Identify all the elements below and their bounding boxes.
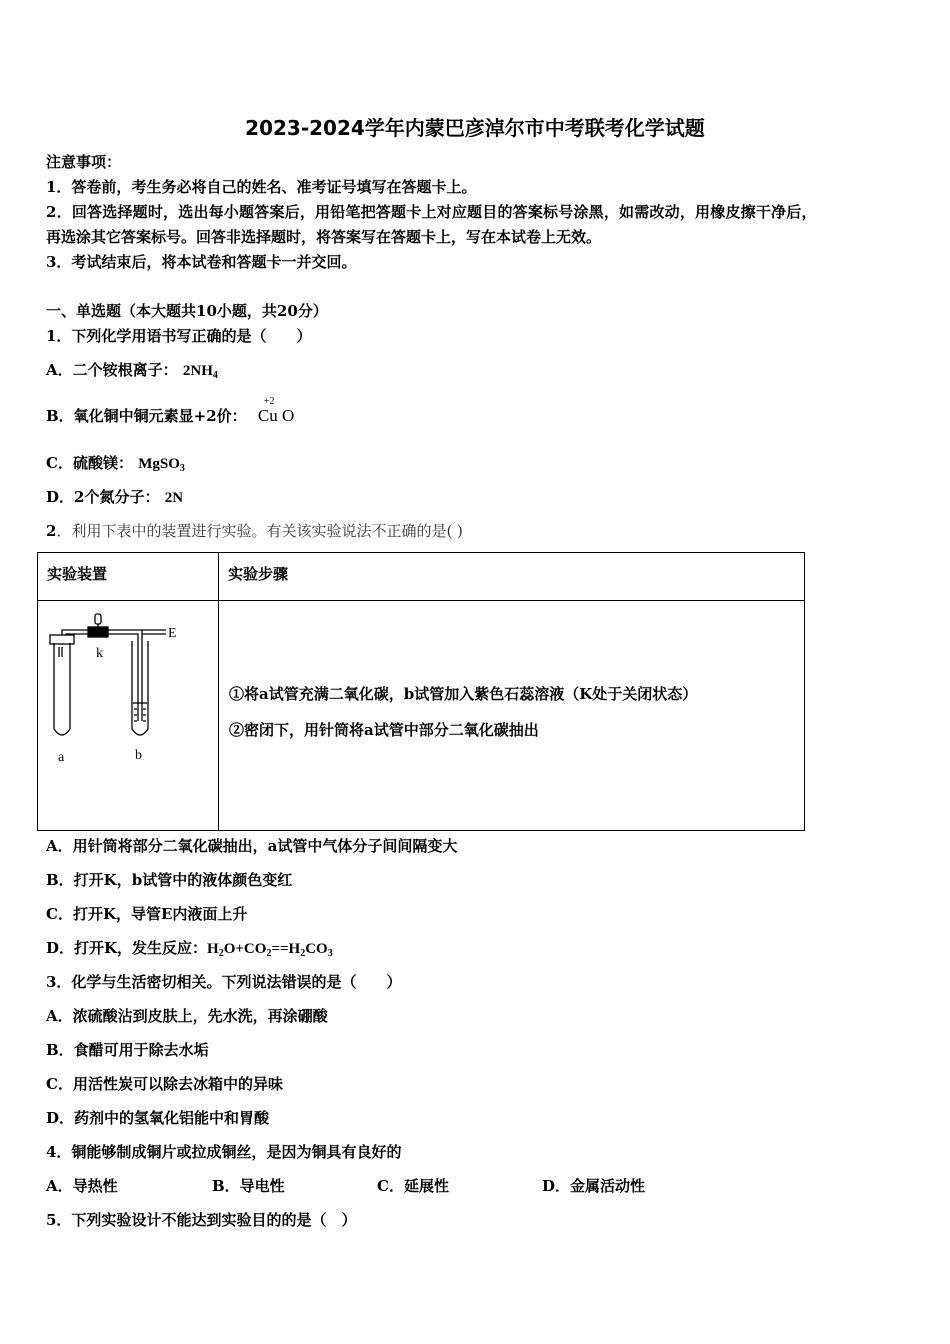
q2-stem-text: ．利用下表中的装置进行实验。有关该实验说法不正确的是( ) bbox=[56, 522, 463, 540]
formula-main: Cu O bbox=[257, 406, 295, 425]
notice-item-2: 2．回答选择题时，选出每小题答案后，用铅笔把答题卡上对应题目的答案标号涂黑，如需改动，用橡皮擦干净后， bbox=[46, 203, 817, 221]
valve-k bbox=[88, 627, 108, 637]
table-header-apparatus bbox=[38, 553, 219, 601]
step-2: ②密闭下，用针筒将a试管中部分二氧化碳抽出 bbox=[229, 721, 539, 739]
q4-option-a: A．导热性 bbox=[46, 1177, 118, 1195]
q3-option-d: D．药剂中的氢氧化铝能中和胃酸 bbox=[46, 1109, 270, 1127]
header-label: 实验装置 bbox=[47, 565, 108, 583]
step-1: ①将a试管充满二氧化碳，b试管加入紫色石蕊溶液（K处于关闭状态） bbox=[229, 685, 698, 703]
q3-stem: 3．化学与生活密切相关。下列说法错误的是（ ） bbox=[46, 973, 402, 991]
q3-option-c: C．用活性炭可以除去冰箱中的异味 bbox=[46, 1075, 283, 1093]
q4-option-b: B．导电性 bbox=[212, 1177, 285, 1195]
q1-option-c-formula bbox=[138, 456, 185, 472]
q4-option-c: C．延展性 bbox=[377, 1177, 449, 1195]
q1-option-a bbox=[46, 360, 218, 386]
apparatus-diagram bbox=[38, 601, 218, 830]
label-a: a bbox=[58, 750, 65, 765]
eq-sub: 3 bbox=[327, 948, 333, 959]
q3-option-b: B．食醋可用于除去水垢 bbox=[46, 1041, 209, 1059]
eq-sub: 2 bbox=[300, 948, 306, 959]
q1-option-a-text: A．二个铵根离子： bbox=[46, 361, 178, 379]
q1-option-a-formula bbox=[183, 363, 218, 379]
eq-sub: 2 bbox=[266, 948, 272, 959]
page-title: 2023-2024学年内蒙巴彦淖尔市中考联考化学试题 bbox=[245, 116, 705, 140]
q2-option-a: A．用针筒将部分二氧化碳抽出，a试管中气体分子间间隔变大 bbox=[46, 837, 458, 855]
q2-number: 2 bbox=[46, 522, 57, 540]
q5-stem: 5．下列实验设计不能达到实验目的的是（ ） bbox=[46, 1211, 357, 1229]
q1-option-c bbox=[46, 453, 185, 479]
section-heading: 一、单选题（本大题共10小题，共20分） bbox=[46, 302, 328, 320]
q3-option-a: A．浓硫酸沾到皮肤上，先水洗，再涂硼酸 bbox=[46, 1007, 328, 1025]
eq-part: H bbox=[207, 941, 219, 957]
stopper-a bbox=[50, 635, 74, 644]
q2-option-d-text: D．打开K，发生反应： bbox=[46, 939, 208, 957]
eq-part: O+CO bbox=[223, 941, 267, 957]
q2-option-d bbox=[46, 938, 333, 964]
q1-option-d-text: D．2个氮分子： bbox=[46, 488, 160, 506]
label-k: k bbox=[96, 646, 103, 661]
q1-stem: 1．下列化学用语书写正确的是（ ） bbox=[46, 327, 312, 345]
notice-item-3: 3．考试结束后，将本试卷和答题卡一并交回。 bbox=[46, 253, 357, 271]
notice-heading: 注意事项： bbox=[46, 153, 122, 171]
header-label: 实验步骤 bbox=[228, 565, 289, 583]
label-b: b bbox=[135, 748, 142, 763]
q4-option-d: D．金属活动性 bbox=[542, 1177, 646, 1195]
q2-option-b: B．打开K，b试管中的液体颜色变红 bbox=[46, 871, 293, 889]
label-e: E bbox=[168, 626, 177, 641]
notice-item-2-cont: 再选涂其它答案标号。回答非选择题时，将答案写在答题卡上，写在本试卷上无效。 bbox=[46, 228, 602, 246]
formula-main: MgSO bbox=[138, 456, 180, 472]
eq-sub: 2 bbox=[218, 948, 224, 959]
experiment-table bbox=[37, 552, 805, 831]
table-header-steps bbox=[219, 553, 805, 601]
notice-item-1: 1．答卷前，考生务必将自己的姓名、准考证号填写在答题卡上。 bbox=[46, 178, 477, 196]
q1-option-d-formula: 2N bbox=[164, 490, 184, 506]
apparatus-cell bbox=[38, 601, 219, 831]
q1-option-c-text: C．硫酸镁： bbox=[46, 454, 133, 472]
q1-option-b bbox=[46, 396, 295, 426]
formula-subscript: 3 bbox=[179, 463, 185, 474]
valence-mark: +2 bbox=[263, 396, 275, 407]
steps-cell bbox=[219, 601, 805, 831]
formula-main: 2NH bbox=[182, 363, 213, 379]
q1-option-b-text: B．氧化铜中铜元素显+2价： bbox=[46, 407, 247, 425]
eq-part: ==H bbox=[271, 941, 301, 957]
q2-stem bbox=[46, 521, 463, 541]
eq-part: CO bbox=[305, 941, 328, 957]
q1-option-d bbox=[46, 487, 183, 508]
q2-option-d-equation bbox=[207, 941, 333, 957]
q2-option-c: C．打开K，导管E内液面上升 bbox=[46, 905, 248, 923]
q1-option-b-formula bbox=[257, 396, 295, 426]
q4-stem: 4．铜能够制成铜片或拉成铜丝，是因为铜具有良好的 bbox=[46, 1143, 402, 1161]
formula-subscript: 4 bbox=[212, 370, 218, 381]
